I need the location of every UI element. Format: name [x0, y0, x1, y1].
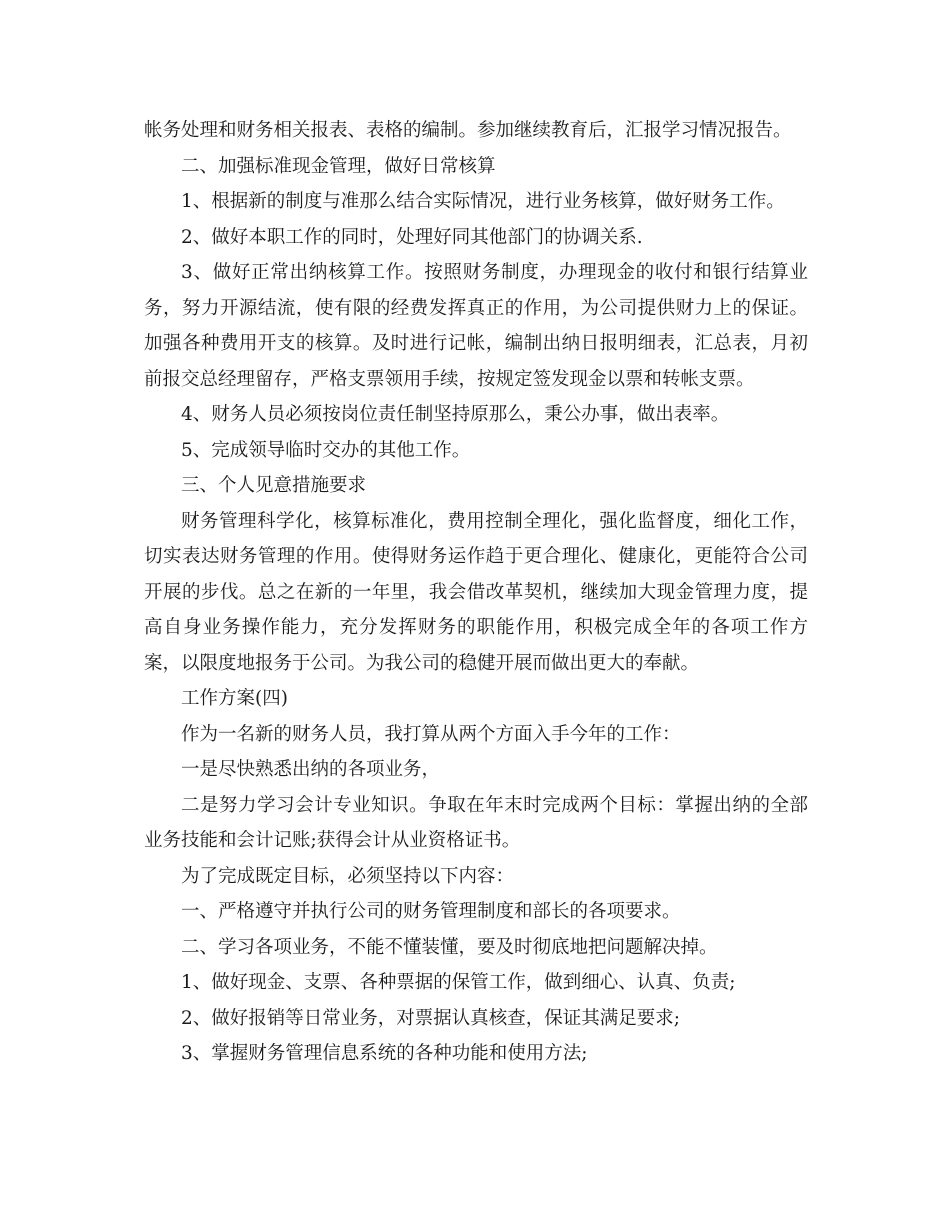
- list-item: 2、做好报销等日常业务，对票据认真核查，保证其满足要求;: [181, 1007, 681, 1029]
- paragraph-continuation: 帐务处理和财务相关报表、表格的编制。参加继续教育后，汇报学习情况报告。: [144, 120, 792, 141]
- list-item: 4、财务人员必须按岗位责任制坚持原那么，秉公办事，做出表率。: [181, 404, 730, 425]
- body-paragraph: 财务管理科学化，核算标准化，费用控制全理化，强化监督度，细化工作，切实表达财务管理的作用。使得财务运作趋于更合理化、健康化，更能符合公司开展的步伐。总之在新的一年里，我会借改革契机，继续加大现金管理力度，提高自身业务操作能力，充分发挥财务的职能作用，积极完成全年的各项工作方案，以限度地报务于公司。为我公司的稳健开展而做出更大的奉献。: [144, 510, 808, 674]
- body-paragraph: 作为一名新的财务人员，我打算从两个方面入手今年的工作：: [181, 723, 681, 745]
- section-heading-3: 三、个人见意措施要求: [181, 475, 367, 496]
- list-item: 1、根据新的制度与准那么结合实际情况，进行业务核算，做好财务工作。: [181, 191, 785, 212]
- body-paragraph: 一是尽快熟悉出纳的各项业务，: [181, 759, 441, 780]
- plan-title: 工作方案(四): [181, 688, 288, 709]
- section-heading: 一、严格遵守并执行公司的财务管理制度和部长的各项要求。: [181, 901, 681, 922]
- list-item: 1、做好现金、支票、各种票据的保管工作，做到细心、认真、负责;: [181, 972, 736, 993]
- list-item: 3、做好正常出纳核算工作。按照财务制度，办理现金的收付和银行结算业务，努力开源结流，使有限的经费发挥真正的作用，为公司提供财力上的保证。加强各种费用开支的核算。及时进行记帐，编制出纳日报明细表，汇总表，月初前报交总经理留存，严格支票领用手续，按规定签发现金以票和转帐支票。: [144, 262, 808, 390]
- section-heading-2: 二、加强标准现金管理，做好日常核算: [181, 155, 496, 177]
- list-item: 3、掌握财务管理信息系统的各种功能和使用方法;: [181, 1043, 588, 1064]
- document-page: [144, 113, 808, 1072]
- body-paragraph: 为了完成既定目标，必须坚持以下内容：: [181, 865, 515, 887]
- body-paragraph: 二是努力学习会计专业知识。争取在年末时完成两个目标：掌握出纳的全部业务技能和会计记账;获得会计从业资格证书。: [144, 794, 808, 851]
- section-heading: 二、学习各项业务，不能不懂装懂，要及时彻底地把问题解决掉。: [181, 936, 718, 958]
- list-item: 2、做好本职工作的同时，处理好同其他部门的协调关系.: [181, 226, 643, 248]
- list-item: 5、完成领导临时交办的其他工作。: [181, 439, 471, 461]
